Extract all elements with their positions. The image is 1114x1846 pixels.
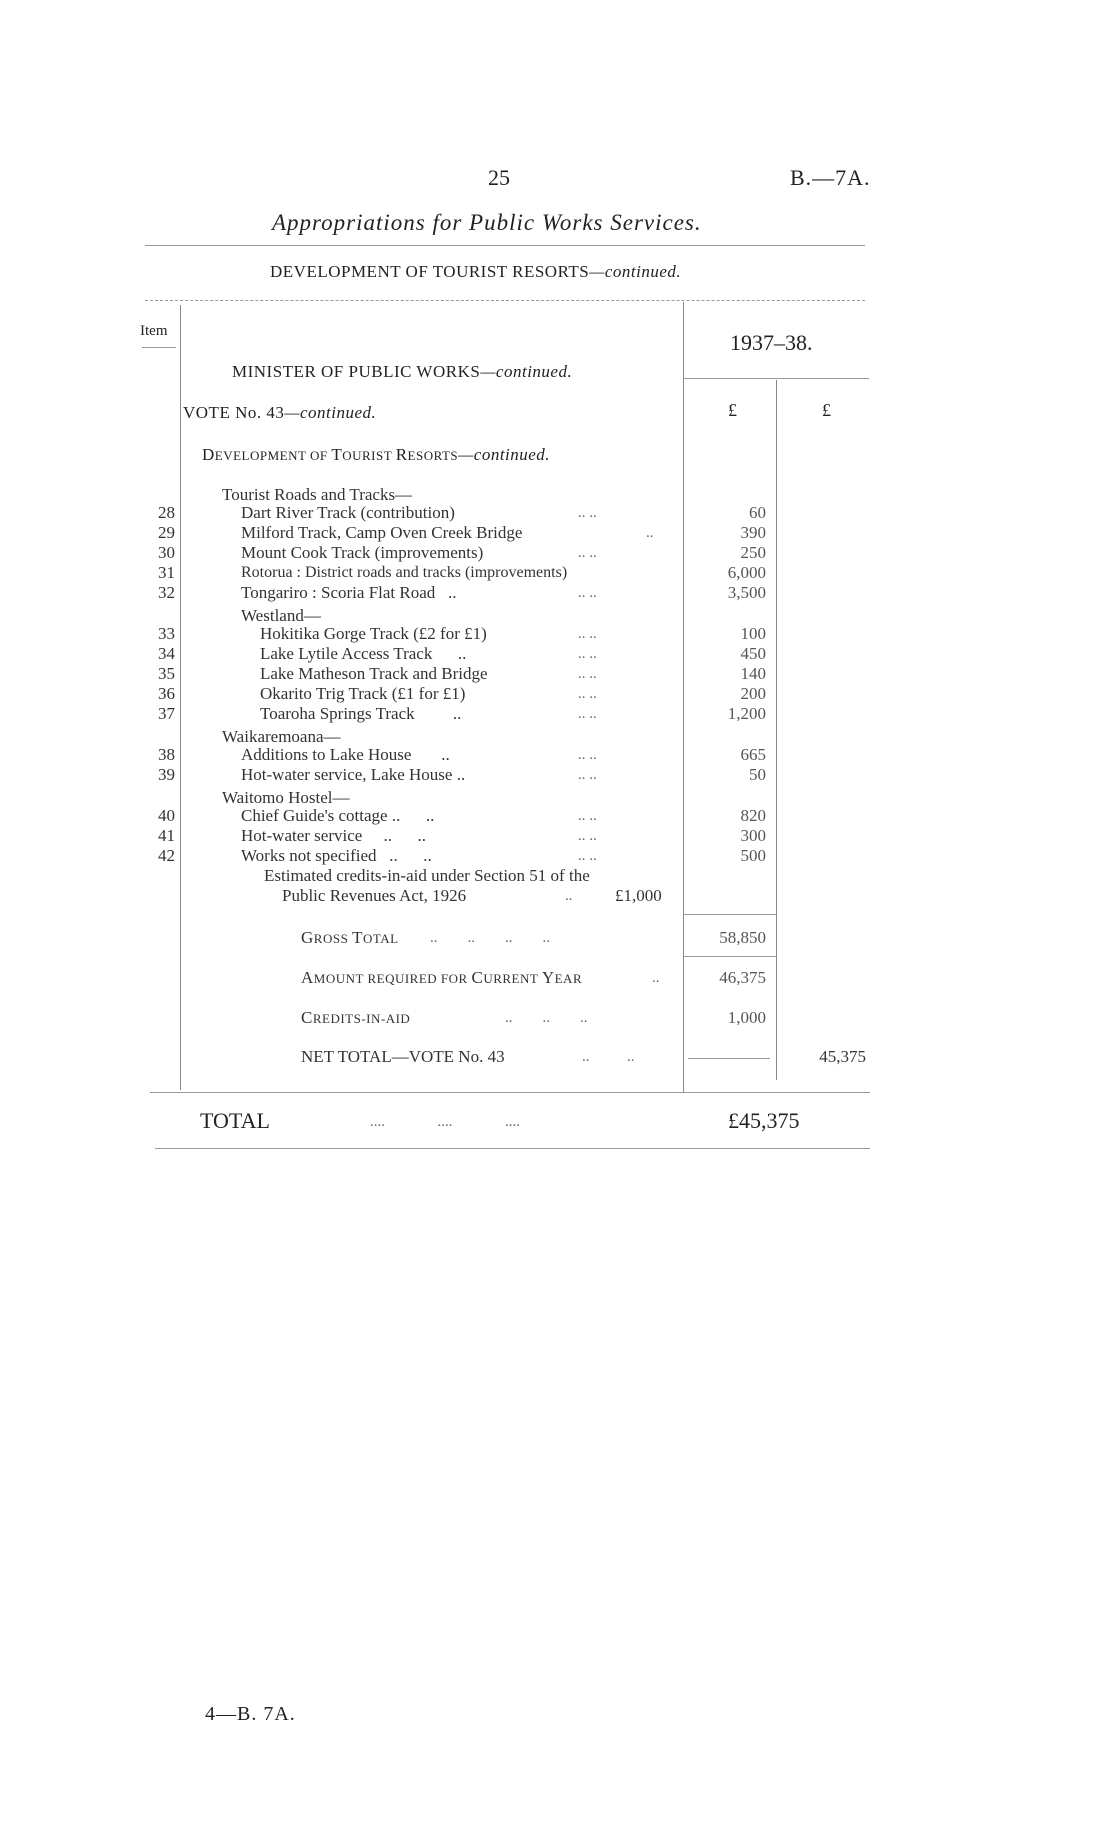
section-continued: —continued. [458, 445, 551, 464]
item-description: Additions to Lake House .. [241, 745, 450, 764]
leader-dots: .. [565, 888, 573, 904]
leader-dots: .. .. [582, 1049, 635, 1065]
item-amount: 390 [740, 523, 766, 542]
minister-main: MINISTER OF PUBLIC WORKS [232, 362, 481, 381]
credits-in-aid-label [301, 1008, 410, 1029]
gross-total-amount: 58,850 [719, 928, 766, 947]
sc-ross: ROSS [313, 931, 353, 946]
gross-rule [684, 956, 776, 957]
sc-g: G [301, 928, 314, 947]
group-waitomo: Waitomo Hostel— [222, 788, 350, 807]
sc-y: Y [541, 968, 555, 987]
item-column-header: Item [140, 323, 168, 339]
gross-total-row [0, 928, 1114, 948]
sc-ear: EAR [554, 971, 583, 986]
net-total-row [0, 1047, 1114, 1067]
leader-dots: .. .. [578, 626, 597, 642]
item-amount: 60 [749, 503, 766, 522]
sc-c: C [471, 968, 484, 987]
item-number: 33 [158, 624, 175, 643]
vote-continued: —continued. [284, 403, 377, 422]
section-heading [202, 445, 550, 465]
table-row [0, 543, 1114, 563]
grand-total-rule [155, 1148, 870, 1149]
item-amount: 820 [740, 806, 766, 825]
sc-redits: REDITS-IN-AID [312, 1011, 411, 1026]
sc-otal: OTAL [362, 931, 399, 946]
item-description: Lake Lytile Access Track .. [260, 644, 467, 663]
leader-dots: .. .. [578, 767, 597, 783]
table-row [0, 563, 1114, 583]
table-row [0, 523, 1114, 543]
credits-note-amount: £1,000 [615, 886, 662, 905]
net-total-label: NET TOTAL—VOTE No. 43 [301, 1047, 505, 1066]
section-subtitle [270, 262, 681, 282]
subtitle-main: DEVELOPMENT OF TOURIST RESORTS [270, 262, 590, 281]
leader-dots: .. .. [578, 848, 597, 864]
sc-r: R [395, 445, 408, 464]
item-amount: 300 [740, 826, 766, 845]
grand-total-label: TOTAL [200, 1108, 270, 1133]
item-number: 28 [158, 503, 175, 522]
leader-dots: .. .. [578, 706, 597, 722]
item-number: 42 [158, 846, 175, 865]
title-rule [145, 245, 865, 246]
item-number: 37 [158, 704, 175, 723]
subtitle-continued: —continued. [589, 262, 682, 281]
item-header-rule [142, 347, 176, 348]
amount-required-row [0, 968, 1114, 988]
item-description: Lake Matheson Track and Bridge [260, 664, 488, 683]
item-amount: 50 [749, 765, 766, 784]
group-waikaremoana: Waikaremoana— [222, 727, 341, 746]
table-row [0, 684, 1114, 704]
item-description: Hot-water service, Lake House .. [241, 765, 466, 784]
leader-dots: .. [652, 970, 660, 986]
leader-dots: .. .. [578, 666, 597, 682]
document-reference: B.—7A. [790, 165, 871, 190]
leader-dots: .. .. [578, 747, 597, 763]
item-number: 35 [158, 664, 175, 683]
net-total-amount: 45,375 [819, 1047, 866, 1066]
table-top-rule [145, 300, 865, 301]
credits-note-text: Public Revenues Act, 1926 [282, 886, 467, 905]
item-description: Hot-water service .. .. [241, 826, 427, 845]
table-row [0, 644, 1114, 664]
table-row [0, 503, 1114, 523]
table-row [0, 765, 1114, 785]
item-amount: 100 [740, 624, 766, 643]
item-number: 39 [158, 765, 175, 784]
vote-main: VOTE No. 43 [183, 403, 285, 422]
amount-required-label [301, 968, 582, 989]
table-row [0, 704, 1114, 724]
net-dash-rule [688, 1058, 770, 1059]
vote-heading [183, 403, 376, 423]
table-row [0, 806, 1114, 826]
credits-in-aid-row [0, 1008, 1114, 1028]
table-row [0, 745, 1114, 765]
table-bottom-rule [150, 1092, 870, 1093]
group-westland: Westland— [241, 606, 321, 625]
leader-dots: .. .. [578, 505, 597, 521]
item-description: Mount Cook Track (improvements) [241, 543, 484, 562]
credits-rule [684, 914, 776, 915]
sc-urrent: URRENT [483, 971, 542, 986]
year-header-rule [684, 378, 869, 379]
credits-in-aid-amount: 1,000 [727, 1008, 766, 1027]
sc-ourist: OURIST [342, 448, 396, 463]
item-description: Rotorua : District roads and tracks (improvements) [241, 564, 568, 581]
leader-dots: .. [646, 525, 654, 541]
sc-d: D [202, 445, 215, 464]
year-header: 1937–38. [730, 330, 813, 355]
item-number: 40 [158, 806, 175, 825]
leader-dots: .. .. [578, 585, 597, 601]
leader-dots: .. .. [578, 646, 597, 662]
sc-esorts: ESORTS [407, 448, 459, 463]
page-title: Appropriations for Public Works Services. [272, 210, 702, 235]
amount-required-value: 46,375 [719, 968, 766, 987]
gross-total-label [301, 928, 399, 949]
item-amount: 1,200 [727, 704, 766, 723]
item-number: 29 [158, 523, 175, 542]
currency-col2: £ [822, 400, 831, 420]
leader-dots: .. .. .. .. [430, 930, 550, 946]
leader-dots: .. .. [578, 545, 597, 561]
page-number: 25 [488, 165, 510, 190]
item-amount: 140 [740, 664, 766, 683]
minister-continued: —continued. [480, 362, 573, 381]
item-number: 38 [158, 745, 175, 764]
item-number: 31 [158, 563, 175, 582]
item-number: 32 [158, 583, 175, 602]
item-description: Tongariro : Scoria Flat Road .. [241, 583, 457, 602]
leader-dots: .. .. [578, 686, 597, 702]
grand-total-dots: .... .... .... [370, 1114, 520, 1130]
sc-a: A [301, 968, 314, 987]
item-amount: 665 [740, 745, 766, 764]
item-amount: 250 [740, 543, 766, 562]
credits-note-line2 [0, 886, 1114, 906]
table-row [0, 624, 1114, 644]
table-row [0, 846, 1114, 866]
leader-dots: .. .. [578, 808, 597, 824]
item-description: Works not specified .. .. [241, 846, 432, 865]
grand-total-amount: £45,375 [728, 1108, 800, 1133]
credits-note-line1: Estimated credits-in-aid under Section 51 of the [264, 866, 590, 885]
item-description: Hokitika Gorge Track (£2 for £1) [260, 624, 487, 643]
minister-heading [232, 362, 572, 382]
sc-t: T [331, 445, 343, 464]
sc-t2: T [352, 928, 363, 947]
footer-reference: 4—B. 7A. [205, 1703, 296, 1725]
sc-c2: C [301, 1008, 313, 1027]
group-tourist-roads: Tourist Roads and Tracks— [222, 485, 413, 504]
sc-evelopment: EVELOPMENT OF [214, 448, 332, 463]
item-amount: 6,000 [727, 563, 766, 582]
item-number: 41 [158, 826, 175, 845]
leader-dots: .. .. [578, 828, 597, 844]
item-number: 30 [158, 543, 175, 562]
currency-col1: £ [728, 400, 737, 420]
item-description: Chief Guide's cottage .. .. [241, 806, 435, 825]
table-row [0, 826, 1114, 846]
item-description: Milford Track, Camp Oven Creek Bridge [241, 523, 523, 542]
item-amount: 500 [740, 846, 766, 865]
item-amount: 200 [740, 684, 766, 703]
item-number: 36 [158, 684, 175, 703]
item-description: Toaroha Springs Track .. [260, 704, 462, 723]
sc-mount: MOUNT REQUIRED FOR [313, 971, 472, 986]
item-amount: 3,500 [727, 583, 766, 602]
item-description: Okarito Trig Track (£1 for £1) [260, 684, 466, 703]
item-description: Dart River Track (contribution) [241, 503, 455, 522]
table-row [0, 664, 1114, 684]
leader-dots: .. .. .. [505, 1010, 588, 1026]
item-amount: 450 [740, 644, 766, 663]
table-row [0, 583, 1114, 603]
item-number: 34 [158, 644, 175, 663]
